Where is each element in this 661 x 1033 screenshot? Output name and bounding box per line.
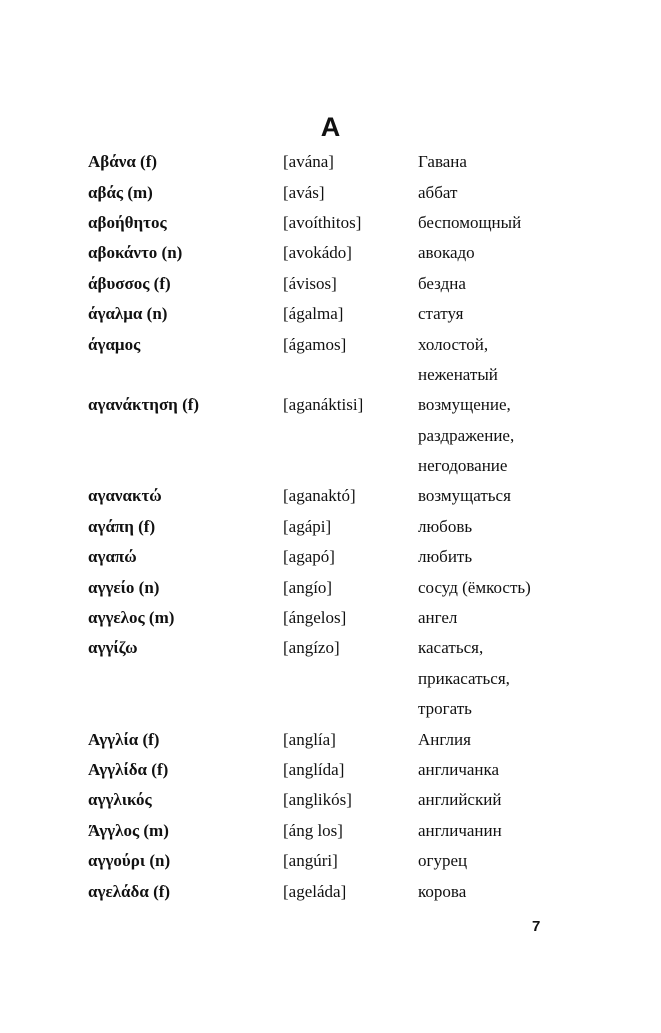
- russian-translation: корова: [418, 881, 467, 901]
- transliteration: [ágamos]: [283, 334, 347, 354]
- dictionary-entry: [88, 755, 568, 785]
- entry-line: [88, 177, 568, 207]
- entry-line: [88, 481, 568, 511]
- russian-translation: англичанин: [418, 820, 502, 840]
- greek-word: άβυσσος (f): [88, 273, 171, 293]
- greek-word: αγγούρι (n): [88, 851, 171, 871]
- russian-translation: раздражение,: [418, 425, 515, 445]
- transliteration: [ángelos]: [283, 608, 347, 628]
- entry-line: [88, 421, 568, 451]
- greek-word: αγγελος (m): [88, 608, 175, 628]
- entry-line: [88, 785, 568, 815]
- letter-heading: Α: [320, 112, 341, 142]
- entry-line: [88, 603, 568, 633]
- dictionary-entry: [88, 329, 568, 390]
- russian-translation: любовь: [418, 516, 473, 536]
- entry-line: [88, 724, 568, 754]
- dictionary-entry: [88, 603, 568, 633]
- entry-line: [88, 846, 568, 876]
- entry-line: [88, 390, 568, 420]
- entry-line: [88, 633, 568, 663]
- transliteration: [anglía]: [283, 729, 336, 749]
- entry-line: [88, 816, 568, 846]
- transliteration: [avás]: [283, 182, 325, 202]
- greek-word: αγανακτώ: [88, 486, 162, 506]
- russian-translation: авокадо: [418, 243, 475, 263]
- entry-line: [88, 755, 568, 785]
- greek-word: Αβάνα (f): [88, 152, 158, 172]
- russian-translation: прикасаться,: [418, 668, 510, 688]
- transliteration: [aganaktó]: [283, 486, 356, 506]
- dictionary-entry: [88, 238, 568, 268]
- russian-translation: статуя: [418, 304, 464, 324]
- russian-translation: трогать: [418, 699, 472, 719]
- entry-line: [88, 451, 568, 481]
- transliteration: [angúri]: [283, 851, 338, 871]
- transliteration: [anglikós]: [283, 790, 352, 810]
- russian-translation: ангел: [418, 608, 458, 628]
- dictionary-entry: [88, 481, 568, 511]
- greek-word: Άγγλος (m): [88, 820, 169, 840]
- dictionary-entry: [88, 724, 568, 754]
- dictionary-entry: [88, 177, 568, 207]
- russian-translation: касаться,: [418, 638, 484, 658]
- greek-word: αγάπη (f): [88, 516, 156, 536]
- greek-word: άγαλμα (n): [88, 304, 168, 324]
- russian-translation: беспомощный: [418, 212, 522, 232]
- dictionary-entry: [88, 390, 568, 481]
- greek-word: αβοκάντο (n): [88, 243, 183, 263]
- russian-translation: огурец: [418, 851, 468, 871]
- transliteration: [avoíthitos]: [283, 212, 362, 232]
- greek-word: άγαμος: [88, 334, 141, 354]
- transliteration: [angízo]: [283, 638, 340, 658]
- dictionary-entry: [88, 512, 568, 542]
- transliteration: [avána]: [283, 152, 334, 172]
- entry-line: [88, 876, 568, 906]
- entry-line: [88, 208, 568, 238]
- entry-line: [88, 238, 568, 268]
- greek-word: αγγείο (n): [88, 577, 160, 597]
- transliteration: [agápi]: [283, 516, 332, 536]
- entry-line: [88, 329, 568, 359]
- transliteration: [angío]: [283, 577, 333, 597]
- transliteration: [avokádo]: [283, 243, 352, 263]
- russian-translation: Англия: [418, 729, 471, 749]
- russian-translation: бездна: [418, 273, 466, 293]
- entry-line: [88, 572, 568, 602]
- greek-word: Αγγλίδα (f): [88, 760, 169, 779]
- russian-translation: возмущение,: [418, 395, 511, 415]
- dictionary-entry: [88, 846, 568, 876]
- russian-translation: возмущаться: [418, 486, 511, 506]
- entry-line: [88, 512, 568, 542]
- transliteration: [aganáktisi]: [283, 395, 364, 415]
- russian-translation: Гавана: [418, 152, 467, 172]
- dictionary-entry: [88, 147, 568, 177]
- russian-translation: английский: [418, 790, 502, 810]
- dictionary-entry: [88, 876, 568, 906]
- russian-translation: аббат: [418, 182, 458, 202]
- entry-line: [88, 147, 568, 177]
- russian-translation: негодование: [418, 456, 508, 476]
- entry-line: [88, 542, 568, 572]
- greek-word: αβοήθητος: [88, 212, 167, 232]
- russian-translation: холостой,: [418, 334, 489, 354]
- dictionary-entry: [88, 542, 568, 572]
- transliteration: [agapó]: [283, 547, 335, 567]
- dictionary-entry: [88, 633, 568, 724]
- dictionary-entry: [88, 816, 568, 846]
- entry-line: [88, 299, 568, 329]
- russian-translation: сосуд (ёмкость): [418, 577, 531, 597]
- transliteration: [ageláda]: [283, 881, 347, 901]
- dictionary-entry: [88, 299, 568, 329]
- dictionary-entry: [88, 572, 568, 602]
- dictionary-entry: [88, 785, 568, 815]
- page-number: 7: [532, 918, 541, 935]
- entry-line: [88, 360, 568, 390]
- greek-word: αγελάδα (f): [88, 881, 171, 901]
- entry-line: [88, 269, 568, 299]
- greek-word: αγανάκτηση (f): [88, 395, 200, 415]
- russian-translation: любить: [418, 547, 473, 567]
- greek-word: αγγλικός: [88, 790, 152, 810]
- transliteration: [áng los]: [283, 820, 343, 840]
- dictionary-entries: [88, 147, 568, 907]
- transliteration: [anglída]: [283, 760, 345, 779]
- dictionary-entry: [88, 269, 568, 299]
- transliteration: [ágalma]: [283, 304, 344, 324]
- entry-line: [88, 694, 568, 724]
- dictionary-entry: [88, 208, 568, 238]
- russian-translation: англичанка: [418, 760, 500, 779]
- greek-word: αβάς (m): [88, 182, 153, 202]
- transliteration: [ávisos]: [283, 273, 337, 293]
- entry-line: [88, 664, 568, 694]
- russian-translation: неженатый: [418, 364, 498, 384]
- greek-word: Αγγλία (f): [88, 729, 160, 749]
- greek-word: αγγίζω: [88, 638, 138, 658]
- greek-word: αγαπώ: [88, 547, 137, 567]
